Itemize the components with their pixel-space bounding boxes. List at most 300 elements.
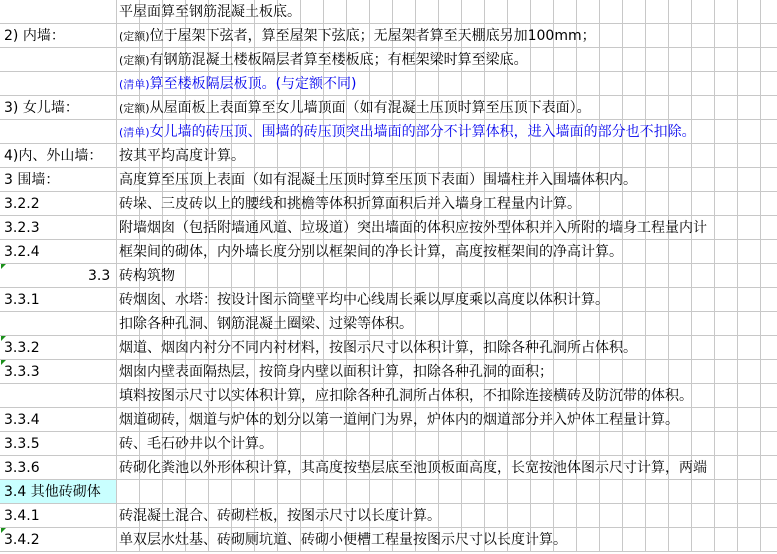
cell[interactable] <box>301 72 324 96</box>
cell[interactable] <box>278 24 301 48</box>
cell[interactable] <box>324 288 347 312</box>
cell[interactable] <box>462 360 485 384</box>
cell[interactable] <box>669 72 692 96</box>
cell[interactable] <box>163 120 186 144</box>
cell-section[interactable] <box>0 504 117 528</box>
cell[interactable] <box>531 192 554 216</box>
cell[interactable] <box>416 144 439 168</box>
cell[interactable] <box>508 216 531 240</box>
cell[interactable] <box>646 432 669 456</box>
cell[interactable] <box>255 384 278 408</box>
cell[interactable] <box>761 432 777 456</box>
cell[interactable] <box>232 504 255 528</box>
cell-section[interactable] <box>0 48 117 72</box>
cell[interactable] <box>209 96 232 120</box>
cell[interactable] <box>577 0 600 24</box>
cell[interactable] <box>232 360 255 384</box>
cell[interactable] <box>163 168 186 192</box>
cell[interactable] <box>692 312 715 336</box>
cell[interactable] <box>393 504 416 528</box>
cell-section[interactable] <box>0 408 117 432</box>
cell[interactable] <box>393 480 416 504</box>
cell[interactable] <box>117 360 140 384</box>
cell[interactable] <box>232 264 255 288</box>
cell[interactable] <box>600 24 623 48</box>
cell[interactable] <box>439 288 462 312</box>
cell[interactable] <box>209 312 232 336</box>
cell[interactable] <box>761 264 777 288</box>
cell-section[interactable] <box>0 144 117 168</box>
cell[interactable] <box>623 504 646 528</box>
cell[interactable] <box>738 312 761 336</box>
cell[interactable] <box>301 216 324 240</box>
cell[interactable] <box>692 480 715 504</box>
cell[interactable] <box>462 384 485 408</box>
cell[interactable] <box>209 504 232 528</box>
cell-section[interactable] <box>0 72 117 96</box>
cell[interactable] <box>600 240 623 264</box>
cell[interactable] <box>485 168 508 192</box>
cell[interactable] <box>508 144 531 168</box>
cell[interactable] <box>439 336 462 360</box>
cell[interactable] <box>462 240 485 264</box>
cell[interactable] <box>623 528 646 552</box>
cell[interactable] <box>508 456 531 480</box>
cell[interactable] <box>370 360 393 384</box>
cell[interactable] <box>738 288 761 312</box>
cell-section[interactable] <box>0 168 117 192</box>
cell[interactable] <box>416 24 439 48</box>
cell[interactable] <box>485 456 508 480</box>
cell-section[interactable] <box>0 528 117 552</box>
cell[interactable] <box>646 456 669 480</box>
cell[interactable] <box>278 120 301 144</box>
cell[interactable] <box>186 24 209 48</box>
cell[interactable] <box>186 528 209 552</box>
cell[interactable] <box>554 264 577 288</box>
cell[interactable] <box>232 216 255 240</box>
cell[interactable] <box>715 480 738 504</box>
cell[interactable] <box>393 72 416 96</box>
cell[interactable] <box>163 144 186 168</box>
cell[interactable] <box>301 336 324 360</box>
cell[interactable] <box>393 384 416 408</box>
cell[interactable] <box>600 48 623 72</box>
cell[interactable] <box>278 432 301 456</box>
cell[interactable] <box>209 288 232 312</box>
cell[interactable] <box>600 168 623 192</box>
cell[interactable] <box>531 144 554 168</box>
cell[interactable] <box>439 504 462 528</box>
cell[interactable] <box>554 96 577 120</box>
cell-section[interactable] <box>0 312 117 336</box>
cell[interactable] <box>715 0 738 24</box>
cell[interactable] <box>508 0 531 24</box>
cell[interactable] <box>577 384 600 408</box>
cell[interactable] <box>255 240 278 264</box>
cell[interactable] <box>485 48 508 72</box>
cell[interactable] <box>301 144 324 168</box>
cell[interactable] <box>393 336 416 360</box>
cell[interactable] <box>370 432 393 456</box>
cell[interactable] <box>738 0 761 24</box>
cell[interactable] <box>140 120 163 144</box>
cell[interactable] <box>140 288 163 312</box>
cell[interactable] <box>600 72 623 96</box>
cell[interactable] <box>209 0 232 24</box>
cell[interactable] <box>416 432 439 456</box>
cell[interactable] <box>600 384 623 408</box>
cell[interactable] <box>209 192 232 216</box>
cell-section[interactable] <box>0 456 117 480</box>
cell[interactable] <box>738 456 761 480</box>
cell[interactable] <box>255 408 278 432</box>
cell[interactable] <box>761 168 777 192</box>
cell[interactable] <box>462 168 485 192</box>
cell-section[interactable] <box>0 120 117 144</box>
cell[interactable] <box>669 48 692 72</box>
cell[interactable] <box>301 168 324 192</box>
cell[interactable] <box>623 384 646 408</box>
cell-section[interactable] <box>0 0 117 24</box>
cell[interactable] <box>140 480 163 504</box>
cell[interactable] <box>715 288 738 312</box>
cell-section[interactable] <box>0 24 117 48</box>
cell[interactable] <box>600 120 623 144</box>
cell[interactable] <box>140 240 163 264</box>
cell[interactable] <box>715 216 738 240</box>
cell[interactable] <box>692 144 715 168</box>
cell[interactable] <box>508 72 531 96</box>
cell[interactable] <box>531 312 554 336</box>
cell[interactable] <box>692 168 715 192</box>
cell[interactable] <box>715 240 738 264</box>
cell[interactable] <box>393 360 416 384</box>
cell[interactable] <box>577 360 600 384</box>
cell[interactable] <box>301 360 324 384</box>
cell[interactable] <box>370 72 393 96</box>
cell[interactable] <box>554 360 577 384</box>
cell[interactable] <box>439 408 462 432</box>
cell[interactable] <box>163 192 186 216</box>
cell[interactable] <box>324 312 347 336</box>
cell[interactable] <box>508 96 531 120</box>
cell[interactable] <box>554 504 577 528</box>
cell[interactable] <box>485 528 508 552</box>
cell[interactable] <box>692 0 715 24</box>
cell[interactable] <box>301 24 324 48</box>
cell[interactable] <box>508 408 531 432</box>
cell[interactable] <box>393 120 416 144</box>
cell[interactable] <box>646 240 669 264</box>
cell[interactable] <box>347 456 370 480</box>
cell[interactable] <box>508 192 531 216</box>
cell[interactable] <box>324 216 347 240</box>
cell[interactable] <box>761 144 777 168</box>
cell[interactable] <box>278 168 301 192</box>
cell[interactable] <box>209 24 232 48</box>
cell[interactable] <box>393 24 416 48</box>
cell[interactable] <box>761 336 777 360</box>
cell[interactable] <box>600 144 623 168</box>
cell[interactable] <box>577 144 600 168</box>
cell[interactable] <box>692 120 715 144</box>
cell[interactable] <box>209 240 232 264</box>
cell[interactable] <box>255 48 278 72</box>
cell[interactable] <box>738 120 761 144</box>
cell[interactable] <box>531 336 554 360</box>
cell[interactable] <box>347 0 370 24</box>
cell[interactable] <box>761 312 777 336</box>
cell[interactable] <box>692 336 715 360</box>
cell[interactable] <box>416 408 439 432</box>
cell[interactable] <box>255 24 278 48</box>
cell[interactable] <box>554 120 577 144</box>
cell[interactable] <box>623 96 646 120</box>
cell[interactable] <box>485 480 508 504</box>
cell[interactable] <box>324 360 347 384</box>
cell[interactable] <box>485 384 508 408</box>
cell[interactable] <box>324 528 347 552</box>
cell[interactable] <box>692 408 715 432</box>
cell[interactable] <box>623 168 646 192</box>
cell[interactable] <box>715 408 738 432</box>
cell[interactable] <box>140 168 163 192</box>
cell[interactable] <box>393 48 416 72</box>
cell[interactable] <box>186 480 209 504</box>
cell[interactable] <box>255 216 278 240</box>
cell[interactable] <box>324 144 347 168</box>
cell[interactable] <box>485 96 508 120</box>
cell[interactable] <box>646 72 669 96</box>
cell[interactable] <box>738 168 761 192</box>
cell[interactable] <box>186 504 209 528</box>
cell[interactable] <box>416 312 439 336</box>
cell[interactable] <box>600 264 623 288</box>
cell[interactable] <box>324 0 347 24</box>
cell[interactable] <box>370 384 393 408</box>
cell[interactable] <box>140 432 163 456</box>
cell[interactable] <box>462 144 485 168</box>
cell[interactable] <box>600 432 623 456</box>
cell[interactable] <box>577 72 600 96</box>
cell[interactable] <box>600 480 623 504</box>
cell[interactable] <box>600 408 623 432</box>
cell[interactable] <box>209 528 232 552</box>
cell[interactable] <box>416 96 439 120</box>
cell[interactable] <box>692 456 715 480</box>
cell[interactable] <box>255 72 278 96</box>
cell[interactable] <box>439 240 462 264</box>
cell[interactable] <box>623 336 646 360</box>
cell[interactable] <box>370 264 393 288</box>
cell[interactable] <box>163 432 186 456</box>
cell[interactable] <box>669 408 692 432</box>
cell[interactable] <box>347 264 370 288</box>
cell[interactable] <box>186 240 209 264</box>
cell[interactable] <box>117 480 140 504</box>
cell[interactable] <box>554 384 577 408</box>
cell[interactable] <box>462 120 485 144</box>
cell[interactable] <box>324 504 347 528</box>
cell[interactable] <box>117 456 140 480</box>
cell[interactable] <box>140 48 163 72</box>
cell[interactable] <box>485 288 508 312</box>
cell[interactable] <box>117 96 140 120</box>
cell[interactable] <box>393 288 416 312</box>
cell[interactable] <box>531 72 554 96</box>
cell[interactable] <box>531 48 554 72</box>
cell[interactable] <box>577 480 600 504</box>
cell[interactable] <box>278 312 301 336</box>
cell[interactable] <box>600 456 623 480</box>
cell[interactable] <box>347 360 370 384</box>
cell[interactable] <box>485 264 508 288</box>
cell[interactable] <box>324 240 347 264</box>
cell[interactable] <box>209 168 232 192</box>
cell[interactable] <box>347 240 370 264</box>
cell[interactable] <box>738 408 761 432</box>
cell[interactable] <box>439 360 462 384</box>
cell[interactable] <box>508 312 531 336</box>
cell[interactable] <box>439 72 462 96</box>
cell[interactable] <box>117 528 140 552</box>
cell[interactable] <box>554 288 577 312</box>
cell[interactable] <box>439 312 462 336</box>
cell[interactable] <box>186 456 209 480</box>
cell[interactable] <box>577 168 600 192</box>
cell[interactable] <box>324 192 347 216</box>
cell[interactable] <box>646 192 669 216</box>
cell[interactable] <box>370 144 393 168</box>
cell[interactable] <box>485 240 508 264</box>
cell[interactable] <box>577 528 600 552</box>
cell[interactable] <box>232 336 255 360</box>
cell[interactable] <box>393 408 416 432</box>
cell[interactable] <box>163 216 186 240</box>
cell[interactable] <box>669 504 692 528</box>
cell[interactable] <box>439 264 462 288</box>
cell[interactable] <box>255 0 278 24</box>
cell[interactable] <box>278 264 301 288</box>
cell[interactable] <box>347 48 370 72</box>
cell[interactable] <box>301 264 324 288</box>
cell[interactable] <box>554 48 577 72</box>
cell[interactable] <box>531 384 554 408</box>
cell[interactable] <box>186 264 209 288</box>
cell[interactable] <box>600 528 623 552</box>
cell[interactable] <box>301 384 324 408</box>
cell[interactable] <box>416 480 439 504</box>
cell[interactable] <box>393 0 416 24</box>
cell[interactable] <box>462 0 485 24</box>
cell[interactable] <box>692 96 715 120</box>
cell[interactable] <box>669 384 692 408</box>
cell[interactable] <box>462 216 485 240</box>
cell[interactable] <box>301 48 324 72</box>
cell[interactable] <box>600 288 623 312</box>
cell[interactable] <box>646 312 669 336</box>
cell[interactable] <box>140 192 163 216</box>
cell[interactable] <box>370 336 393 360</box>
cell[interactable] <box>232 432 255 456</box>
cell[interactable] <box>117 192 140 216</box>
cell[interactable] <box>554 336 577 360</box>
cell[interactable] <box>370 528 393 552</box>
cell[interactable] <box>347 384 370 408</box>
cell[interactable] <box>692 288 715 312</box>
cell[interactable] <box>738 504 761 528</box>
cell[interactable] <box>646 24 669 48</box>
cell[interactable] <box>117 48 140 72</box>
cell[interactable] <box>324 456 347 480</box>
cell-section[interactable] <box>0 288 117 312</box>
cell[interactable] <box>531 168 554 192</box>
cell[interactable] <box>209 120 232 144</box>
cell[interactable] <box>738 528 761 552</box>
cell[interactable] <box>117 504 140 528</box>
cell[interactable] <box>623 264 646 288</box>
cell[interactable] <box>117 432 140 456</box>
cell[interactable] <box>692 72 715 96</box>
cell[interactable] <box>278 336 301 360</box>
cell[interactable] <box>508 24 531 48</box>
cell[interactable] <box>255 312 278 336</box>
cell[interactable] <box>508 384 531 408</box>
cell-section[interactable] <box>0 192 117 216</box>
cell-section[interactable] <box>0 480 117 504</box>
cell[interactable] <box>301 192 324 216</box>
cell[interactable] <box>554 216 577 240</box>
cell[interactable] <box>715 384 738 408</box>
cell[interactable] <box>117 264 140 288</box>
cell[interactable] <box>600 336 623 360</box>
cell[interactable] <box>738 192 761 216</box>
cell[interactable] <box>623 24 646 48</box>
cell[interactable] <box>324 432 347 456</box>
cell[interactable] <box>600 504 623 528</box>
cell[interactable] <box>301 240 324 264</box>
cell[interactable] <box>600 360 623 384</box>
cell[interactable] <box>416 192 439 216</box>
cell[interactable] <box>232 456 255 480</box>
cell[interactable] <box>669 144 692 168</box>
cell[interactable] <box>485 336 508 360</box>
cell[interactable] <box>623 240 646 264</box>
cell[interactable] <box>370 312 393 336</box>
cell[interactable] <box>577 240 600 264</box>
cell[interactable] <box>278 192 301 216</box>
cell[interactable] <box>163 336 186 360</box>
cell[interactable] <box>324 24 347 48</box>
cell[interactable] <box>623 408 646 432</box>
cell[interactable] <box>416 48 439 72</box>
cell[interactable] <box>163 240 186 264</box>
cell[interactable] <box>577 96 600 120</box>
cell[interactable] <box>232 240 255 264</box>
cell[interactable] <box>301 408 324 432</box>
cell[interactable] <box>416 72 439 96</box>
cell[interactable] <box>554 312 577 336</box>
cell[interactable] <box>462 48 485 72</box>
cell[interactable] <box>462 480 485 504</box>
cell[interactable] <box>209 336 232 360</box>
cell[interactable] <box>232 408 255 432</box>
cell[interactable] <box>186 144 209 168</box>
cell[interactable] <box>232 72 255 96</box>
cell[interactable] <box>301 432 324 456</box>
cell[interactable] <box>140 0 163 24</box>
